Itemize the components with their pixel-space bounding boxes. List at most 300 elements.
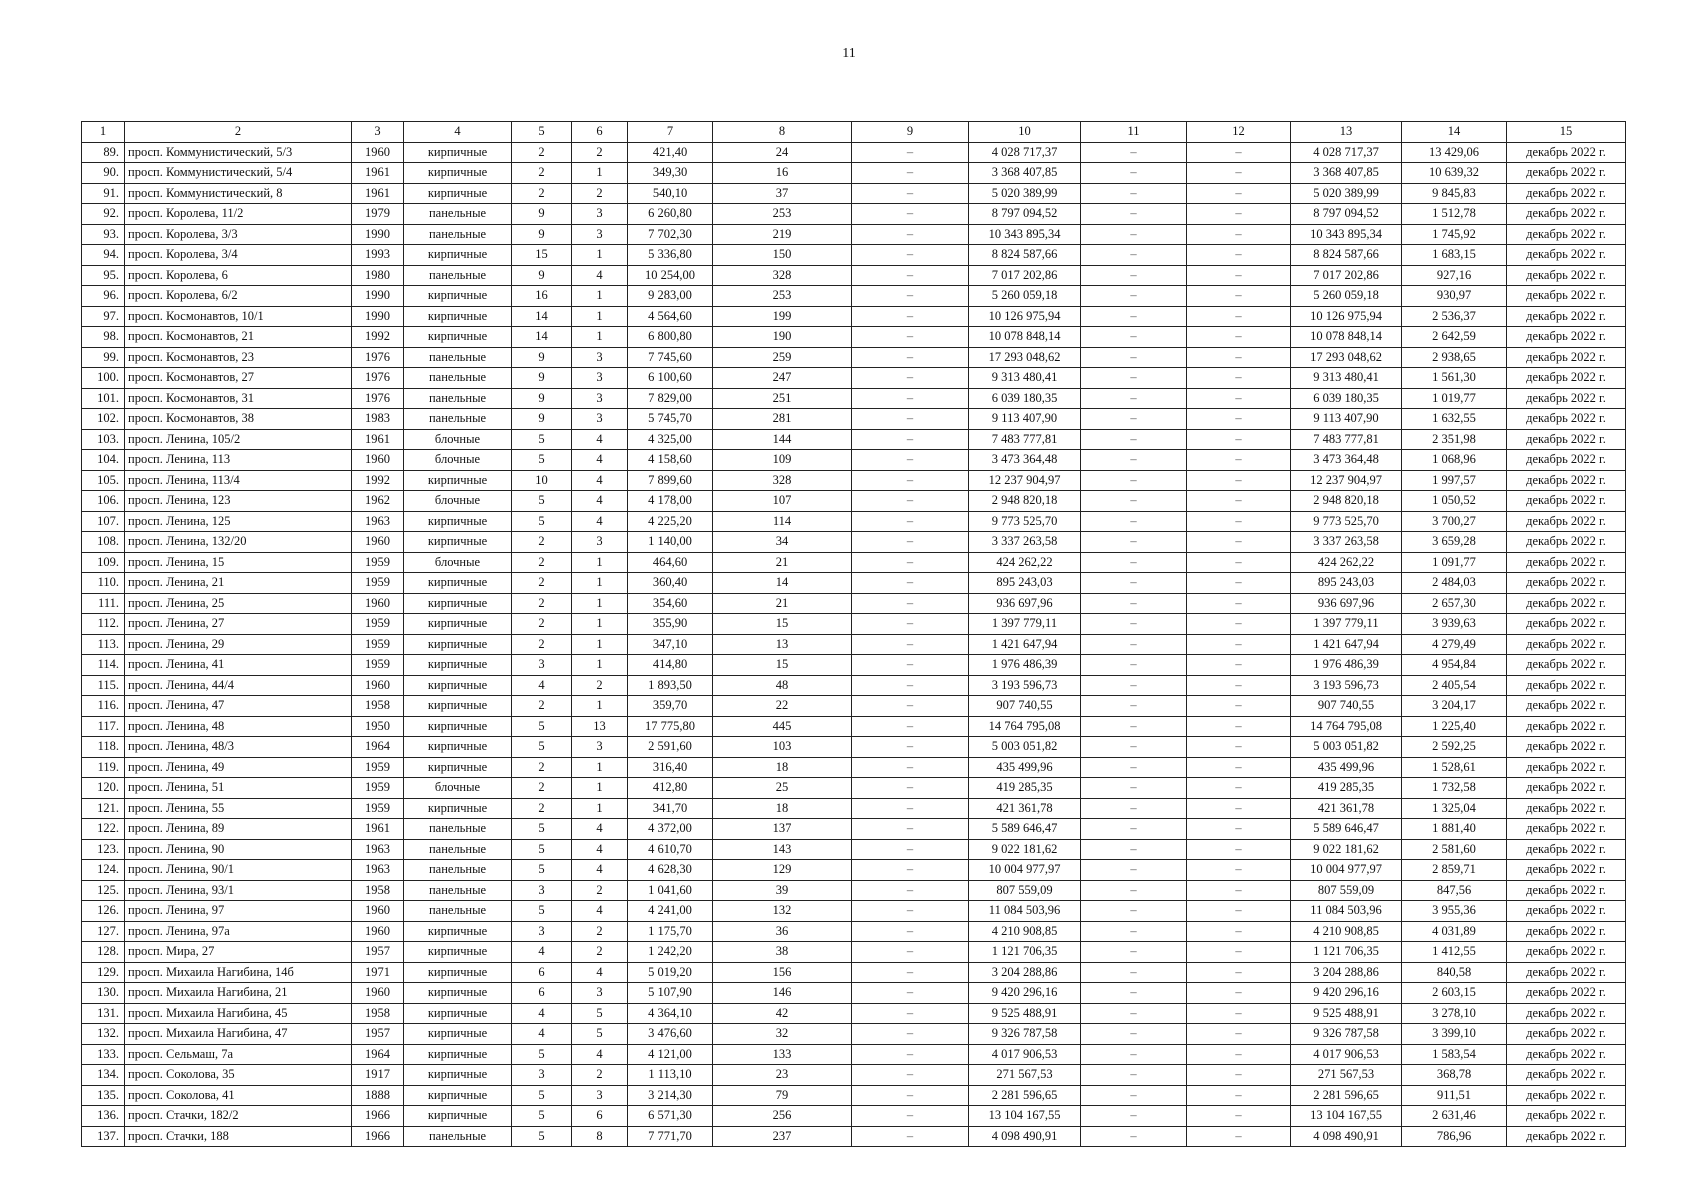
table-row (82, 491, 1626, 512)
table-cell-col-5: 5 (512, 491, 572, 512)
table-cell-col-12: – (1187, 245, 1291, 266)
table-cell-col-6: 4 (572, 839, 628, 860)
table-cell-col-15: декабрь 2022 г. (1507, 429, 1626, 450)
table-cell-col-12: – (1187, 347, 1291, 368)
table-cell-col-14: 786,96 (1402, 1126, 1507, 1147)
table-cell-col-12: – (1187, 593, 1291, 614)
table-cell-col-7: 4 225,20 (628, 511, 713, 532)
table-cell-col-10: 13 104 167,55 (969, 1106, 1081, 1127)
table-cell-col-7: 414,80 (628, 655, 713, 676)
table-cell-col-10: 10 343 895,34 (969, 224, 1081, 245)
table-cell-col-6: 2 (572, 675, 628, 696)
table-row (82, 696, 1626, 717)
table-cell-col-2: просп. Королева, 3/4 (125, 245, 352, 266)
table-cell-col-4: блочные (404, 450, 512, 471)
table-cell-col-1: 98. (82, 327, 125, 348)
table-cell-col-6: 13 (572, 716, 628, 737)
table-cell-col-4: кирпичные (404, 511, 512, 532)
table-cell-col-4: блочные (404, 552, 512, 573)
table-cell-col-15: декабрь 2022 г. (1507, 1024, 1626, 1045)
table-row (82, 245, 1626, 266)
table-cell-col-14: 930,97 (1402, 286, 1507, 307)
table-cell-col-15: декабрь 2022 г. (1507, 470, 1626, 491)
table-cell-col-7: 1 242,20 (628, 942, 713, 963)
table-cell-col-10: 10 078 848,14 (969, 327, 1081, 348)
table-row (82, 552, 1626, 573)
table-cell-col-5: 2 (512, 696, 572, 717)
table-cell-col-14: 1 019,77 (1402, 388, 1507, 409)
table-cell-col-4: кирпичные (404, 183, 512, 204)
table-cell-col-8: 328 (713, 470, 852, 491)
table-cell-col-1: 124. (82, 860, 125, 881)
table-cell-col-5: 9 (512, 347, 572, 368)
table-cell-col-10: 9 022 181,62 (969, 839, 1081, 860)
table-cell-col-2: просп. Ленина, 41 (125, 655, 352, 676)
table-cell-col-10: 2 948 820,18 (969, 491, 1081, 512)
table-cell-col-4: блочные (404, 491, 512, 512)
table-cell-col-13: 1 121 706,35 (1291, 942, 1402, 963)
table-cell-col-3: 1976 (352, 347, 404, 368)
table-cell-col-5: 3 (512, 921, 572, 942)
table-cell-col-15: декабрь 2022 г. (1507, 962, 1626, 983)
table-cell-col-8: 48 (713, 675, 852, 696)
table-cell-col-3: 1959 (352, 634, 404, 655)
table-cell-col-4: блочные (404, 778, 512, 799)
table-cell-col-7: 10 254,00 (628, 265, 713, 286)
table-cell-col-9: – (852, 1126, 969, 1147)
table-cell-col-3: 1960 (352, 142, 404, 163)
table-cell-col-5: 9 (512, 388, 572, 409)
table-cell-col-7: 6 800,80 (628, 327, 713, 348)
table-cell-col-14: 4 031,89 (1402, 921, 1507, 942)
table-cell-col-5: 5 (512, 737, 572, 758)
table-cell-col-9: – (852, 962, 969, 983)
table-cell-col-9: – (852, 819, 969, 840)
table-cell-col-12: – (1187, 860, 1291, 881)
table-cell-col-4: кирпичные (404, 921, 512, 942)
table-row (82, 306, 1626, 327)
table-cell-col-10: 9 113 407,90 (969, 409, 1081, 430)
table-row (82, 224, 1626, 245)
table-cell-col-4: кирпичные (404, 757, 512, 778)
table-row (82, 675, 1626, 696)
table-cell-col-9: – (852, 286, 969, 307)
table-cell-col-14: 840,58 (1402, 962, 1507, 983)
table-cell-col-1: 102. (82, 409, 125, 430)
table-cell-col-4: кирпичные (404, 942, 512, 963)
table-cell-col-4: панельные (404, 901, 512, 922)
table-cell-col-2: просп. Королева, 6 (125, 265, 352, 286)
table-cell-col-1: 128. (82, 942, 125, 963)
table-cell-col-6: 2 (572, 1065, 628, 1086)
table-cell-col-4: кирпичные (404, 573, 512, 594)
table-cell-col-13: 14 764 795,08 (1291, 716, 1402, 737)
table-cell-col-1: 122. (82, 819, 125, 840)
table-cell-col-11: – (1081, 142, 1187, 163)
table-cell-col-11: – (1081, 614, 1187, 635)
table-cell-col-14: 847,56 (1402, 880, 1507, 901)
table-cell-col-1: 117. (82, 716, 125, 737)
table-cell-col-10: 1 397 779,11 (969, 614, 1081, 635)
table-cell-col-4: кирпичные (404, 1024, 512, 1045)
table-cell-col-3: 1961 (352, 429, 404, 450)
table-cell-col-14: 3 659,28 (1402, 532, 1507, 553)
table-cell-col-11: – (1081, 429, 1187, 450)
table-cell-col-3: 1963 (352, 839, 404, 860)
table-cell-col-2: просп. Космонавтов, 23 (125, 347, 352, 368)
table-cell-col-12: – (1187, 757, 1291, 778)
table-cell-col-13: 5 589 646,47 (1291, 819, 1402, 840)
table-cell-col-4: кирпичные (404, 470, 512, 491)
table-cell-col-2: просп. Ленина, 29 (125, 634, 352, 655)
table-cell-col-10: 4 210 908,85 (969, 921, 1081, 942)
table-cell-col-3: 1976 (352, 388, 404, 409)
table-cell-col-2: просп. Коммунистический, 5/4 (125, 163, 352, 184)
table-cell-col-5: 5 (512, 1126, 572, 1147)
table-cell-col-6: 1 (572, 245, 628, 266)
table-cell-col-12: – (1187, 716, 1291, 737)
table-cell-col-12: – (1187, 306, 1291, 327)
table-cell-col-10: 7 017 202,86 (969, 265, 1081, 286)
table-cell-col-10: 9 326 787,58 (969, 1024, 1081, 1045)
table-cell-col-15: декабрь 2022 г. (1507, 696, 1626, 717)
table-cell-col-8: 42 (713, 1003, 852, 1024)
table-cell-col-6: 1 (572, 614, 628, 635)
table-cell-col-1: 123. (82, 839, 125, 860)
table-cell-col-15: декабрь 2022 г. (1507, 286, 1626, 307)
table-cell-col-5: 15 (512, 245, 572, 266)
table-cell-col-7: 5 019,20 (628, 962, 713, 983)
table-cell-col-1: 110. (82, 573, 125, 594)
table-cell-col-15: декабрь 2022 г. (1507, 614, 1626, 635)
table-cell-col-12: – (1187, 983, 1291, 1004)
table-cell-col-13: 5 260 059,18 (1291, 286, 1402, 307)
table-cell-col-15: декабрь 2022 г. (1507, 716, 1626, 737)
table-cell-col-8: 14 (713, 573, 852, 594)
table-cell-col-9: – (852, 737, 969, 758)
table-cell-col-2: просп. Космонавтов, 10/1 (125, 306, 352, 327)
table-cell-col-5: 4 (512, 942, 572, 963)
table-cell-col-5: 10 (512, 470, 572, 491)
table-cell-col-3: 1957 (352, 942, 404, 963)
table-cell-col-15: декабрь 2022 г. (1507, 942, 1626, 963)
table-cell-col-3: 1971 (352, 962, 404, 983)
table-cell-col-3: 1958 (352, 1003, 404, 1024)
table-cell-col-2: просп. Ленина, 123 (125, 491, 352, 512)
table-cell-col-10: 9 525 488,91 (969, 1003, 1081, 1024)
table-cell-col-14: 1 091,77 (1402, 552, 1507, 573)
table-cell-col-12: – (1187, 880, 1291, 901)
column-header-3: 3 (352, 122, 404, 143)
table-cell-col-1: 130. (82, 983, 125, 1004)
table-cell-col-1: 133. (82, 1044, 125, 1065)
table-cell-col-7: 2 591,60 (628, 737, 713, 758)
table-cell-col-14: 1 512,78 (1402, 204, 1507, 225)
table-cell-col-8: 114 (713, 511, 852, 532)
table-cell-col-9: – (852, 1065, 969, 1086)
table-cell-col-13: 8 797 094,52 (1291, 204, 1402, 225)
table-cell-col-4: панельные (404, 388, 512, 409)
table-cell-col-5: 5 (512, 839, 572, 860)
table-cell-col-1: 136. (82, 1106, 125, 1127)
table-cell-col-6: 1 (572, 306, 628, 327)
table-cell-col-11: – (1081, 327, 1187, 348)
table-cell-col-12: – (1187, 614, 1291, 635)
table-cell-col-7: 3 214,30 (628, 1085, 713, 1106)
table-cell-col-1: 101. (82, 388, 125, 409)
table-row (82, 327, 1626, 348)
table-cell-col-12: – (1187, 552, 1291, 573)
table-cell-col-15: декабрь 2022 г. (1507, 593, 1626, 614)
table-cell-col-9: – (852, 470, 969, 491)
table-cell-col-6: 1 (572, 573, 628, 594)
table-cell-col-11: – (1081, 245, 1187, 266)
table-cell-col-1: 111. (82, 593, 125, 614)
table-cell-col-6: 1 (572, 163, 628, 184)
table-cell-col-6: 2 (572, 183, 628, 204)
table-cell-col-12: – (1187, 368, 1291, 389)
table-row (82, 368, 1626, 389)
table-cell-col-6: 3 (572, 204, 628, 225)
table-cell-col-6: 4 (572, 491, 628, 512)
table-cell-col-10: 4 098 490,91 (969, 1126, 1081, 1147)
table-cell-col-14: 2 351,98 (1402, 429, 1507, 450)
table-cell-col-14: 13 429,06 (1402, 142, 1507, 163)
table-cell-col-14: 2 642,59 (1402, 327, 1507, 348)
table-cell-col-7: 7 899,60 (628, 470, 713, 491)
table-cell-col-14: 368,78 (1402, 1065, 1507, 1086)
table-cell-col-4: панельные (404, 860, 512, 881)
table-cell-col-7: 349,30 (628, 163, 713, 184)
table-cell-col-10: 12 237 904,97 (969, 470, 1081, 491)
table-cell-col-11: – (1081, 306, 1187, 327)
table-cell-col-8: 23 (713, 1065, 852, 1086)
table-cell-col-9: – (852, 634, 969, 655)
table-cell-col-9: – (852, 265, 969, 286)
table-cell-col-6: 1 (572, 327, 628, 348)
table-cell-col-4: кирпичные (404, 737, 512, 758)
table-cell-col-15: декабрь 2022 г. (1507, 819, 1626, 840)
table-cell-col-11: – (1081, 368, 1187, 389)
table-cell-col-15: декабрь 2022 г. (1507, 860, 1626, 881)
table-cell-col-2: просп. Ленина, 89 (125, 819, 352, 840)
table-cell-col-2: просп. Ленина, 25 (125, 593, 352, 614)
table-cell-col-9: – (852, 1003, 969, 1024)
table-cell-col-12: – (1187, 1003, 1291, 1024)
table-cell-col-13: 271 567,53 (1291, 1065, 1402, 1086)
table-cell-col-1: 116. (82, 696, 125, 717)
column-header-1: 1 (82, 122, 125, 143)
table-cell-col-2: просп. Ленина, 125 (125, 511, 352, 532)
table-cell-col-15: декабрь 2022 г. (1507, 655, 1626, 676)
table-cell-col-3: 1961 (352, 183, 404, 204)
table-cell-col-14: 2 938,65 (1402, 347, 1507, 368)
table-cell-col-1: 129. (82, 962, 125, 983)
table-cell-col-15: декабрь 2022 г. (1507, 327, 1626, 348)
table-cell-col-11: – (1081, 286, 1187, 307)
table-cell-col-7: 7 745,60 (628, 347, 713, 368)
table-cell-col-6: 3 (572, 532, 628, 553)
table-cell-col-1: 112. (82, 614, 125, 635)
table-cell-col-13: 9 773 525,70 (1291, 511, 1402, 532)
table-cell-col-5: 5 (512, 1085, 572, 1106)
table-cell-col-7: 355,90 (628, 614, 713, 635)
table-cell-col-3: 1960 (352, 593, 404, 614)
table-cell-col-8: 137 (713, 819, 852, 840)
table-row (82, 532, 1626, 553)
table-cell-col-5: 4 (512, 1003, 572, 1024)
table-cell-col-12: – (1187, 1065, 1291, 1086)
table-cell-col-15: декабрь 2022 г. (1507, 839, 1626, 860)
table-cell-col-4: панельные (404, 819, 512, 840)
table-cell-col-12: – (1187, 204, 1291, 225)
table-cell-col-6: 4 (572, 470, 628, 491)
table-cell-col-13: 9 313 480,41 (1291, 368, 1402, 389)
table-cell-col-15: декабрь 2022 г. (1507, 778, 1626, 799)
table-cell-col-12: – (1187, 1044, 1291, 1065)
table-cell-col-8: 79 (713, 1085, 852, 1106)
table-cell-col-10: 2 281 596,65 (969, 1085, 1081, 1106)
table-cell-col-10: 8 824 587,66 (969, 245, 1081, 266)
table-cell-col-2: просп. Ленина, 105/2 (125, 429, 352, 450)
table-cell-col-3: 1980 (352, 265, 404, 286)
table-cell-col-2: просп. Ленина, 97 (125, 901, 352, 922)
table-cell-col-13: 9 113 407,90 (1291, 409, 1402, 430)
column-header-7: 7 (628, 122, 713, 143)
table-cell-col-11: – (1081, 491, 1187, 512)
table-row (82, 573, 1626, 594)
table-cell-col-15: декабрь 2022 г. (1507, 491, 1626, 512)
table-cell-col-2: просп. Королева, 11/2 (125, 204, 352, 225)
table-cell-col-7: 4 178,00 (628, 491, 713, 512)
table-cell-col-11: – (1081, 1126, 1187, 1147)
table-row (82, 593, 1626, 614)
table-cell-col-15: декабрь 2022 г. (1507, 511, 1626, 532)
table-cell-col-3: 1959 (352, 655, 404, 676)
table-cell-col-11: – (1081, 1024, 1187, 1045)
table-cell-col-12: – (1187, 962, 1291, 983)
table-cell-col-12: – (1187, 163, 1291, 184)
table-cell-col-12: – (1187, 942, 1291, 963)
table-row (82, 409, 1626, 430)
table-cell-col-6: 1 (572, 798, 628, 819)
table-cell-col-15: декабрь 2022 г. (1507, 1085, 1626, 1106)
table-cell-col-5: 2 (512, 142, 572, 163)
table-cell-col-7: 360,40 (628, 573, 713, 594)
table-cell-col-11: – (1081, 962, 1187, 983)
table-cell-col-3: 1888 (352, 1085, 404, 1106)
table-cell-col-10: 424 262,22 (969, 552, 1081, 573)
table-cell-col-10: 17 293 048,62 (969, 347, 1081, 368)
table-cell-col-13: 9 525 488,91 (1291, 1003, 1402, 1024)
table-cell-col-5: 3 (512, 655, 572, 676)
table-cell-col-15: декабрь 2022 г. (1507, 921, 1626, 942)
table-cell-col-11: – (1081, 1085, 1187, 1106)
table-row (82, 798, 1626, 819)
table-cell-col-6: 3 (572, 347, 628, 368)
table-cell-col-9: – (852, 614, 969, 635)
table-cell-col-9: – (852, 778, 969, 799)
table-cell-col-14: 1 732,58 (1402, 778, 1507, 799)
table-cell-col-12: – (1187, 675, 1291, 696)
table-cell-col-1: 137. (82, 1126, 125, 1147)
table-cell-col-10: 3 193 596,73 (969, 675, 1081, 696)
column-header-10: 10 (969, 122, 1081, 143)
table-cell-col-3: 1990 (352, 306, 404, 327)
table-cell-col-10: 5 589 646,47 (969, 819, 1081, 840)
table-cell-col-4: панельные (404, 880, 512, 901)
table-cell-col-14: 1 528,61 (1402, 757, 1507, 778)
table-cell-col-15: декабрь 2022 г. (1507, 798, 1626, 819)
table-cell-col-13: 10 343 895,34 (1291, 224, 1402, 245)
table-cell-col-14: 2 657,30 (1402, 593, 1507, 614)
table-cell-col-12: – (1187, 183, 1291, 204)
table-cell-col-6: 3 (572, 983, 628, 1004)
table-cell-col-8: 190 (713, 327, 852, 348)
table-cell-col-2: просп. Ленина, 48 (125, 716, 352, 737)
table-cell-col-14: 3 399,10 (1402, 1024, 1507, 1045)
table-cell-col-4: кирпичные (404, 163, 512, 184)
table-cell-col-2: просп. Стачки, 182/2 (125, 1106, 352, 1127)
table-cell-col-14: 1 412,55 (1402, 942, 1507, 963)
table-cell-col-3: 1960 (352, 675, 404, 696)
table-cell-col-3: 1966 (352, 1126, 404, 1147)
table-cell-col-8: 144 (713, 429, 852, 450)
table-cell-col-10: 907 740,55 (969, 696, 1081, 717)
table-cell-col-5: 4 (512, 675, 572, 696)
table-cell-col-9: – (852, 388, 969, 409)
table-cell-col-13: 419 285,35 (1291, 778, 1402, 799)
table-cell-col-13: 5 020 389,99 (1291, 183, 1402, 204)
table-cell-col-13: 1 976 486,39 (1291, 655, 1402, 676)
table-cell-col-5: 5 (512, 860, 572, 881)
table-cell-col-4: панельные (404, 347, 512, 368)
table-cell-col-12: – (1187, 655, 1291, 676)
table-row (82, 388, 1626, 409)
table-cell-col-14: 1 881,40 (1402, 819, 1507, 840)
table-cell-col-12: – (1187, 1085, 1291, 1106)
table-cell-col-14: 3 955,36 (1402, 901, 1507, 922)
table-cell-col-1: 118. (82, 737, 125, 758)
table-cell-col-2: просп. Коммунистический, 5/3 (125, 142, 352, 163)
table-cell-col-4: кирпичные (404, 798, 512, 819)
table-cell-col-4: панельные (404, 1126, 512, 1147)
column-header-5: 5 (512, 122, 572, 143)
table-cell-col-5: 2 (512, 532, 572, 553)
table-cell-col-4: кирпичные (404, 716, 512, 737)
table-cell-col-15: декабрь 2022 г. (1507, 634, 1626, 655)
housing-table (81, 121, 1626, 1147)
table-cell-col-14: 927,16 (1402, 265, 1507, 286)
table-cell-col-4: панельные (404, 409, 512, 430)
table-cell-col-8: 445 (713, 716, 852, 737)
table-cell-col-12: – (1187, 224, 1291, 245)
table-cell-col-12: – (1187, 388, 1291, 409)
table-cell-col-3: 1992 (352, 327, 404, 348)
table-cell-col-12: – (1187, 634, 1291, 655)
table-cell-col-12: – (1187, 798, 1291, 819)
table-cell-col-4: кирпичные (404, 1085, 512, 1106)
table-cell-col-8: 107 (713, 491, 852, 512)
table-cell-col-5: 2 (512, 778, 572, 799)
column-header-11: 11 (1081, 122, 1187, 143)
table-cell-col-9: – (852, 491, 969, 512)
table-cell-col-3: 1976 (352, 368, 404, 389)
table-cell-col-15: декабрь 2022 г. (1507, 245, 1626, 266)
table-cell-col-4: панельные (404, 839, 512, 860)
table-cell-col-7: 9 283,00 (628, 286, 713, 307)
table-cell-col-11: – (1081, 716, 1187, 737)
